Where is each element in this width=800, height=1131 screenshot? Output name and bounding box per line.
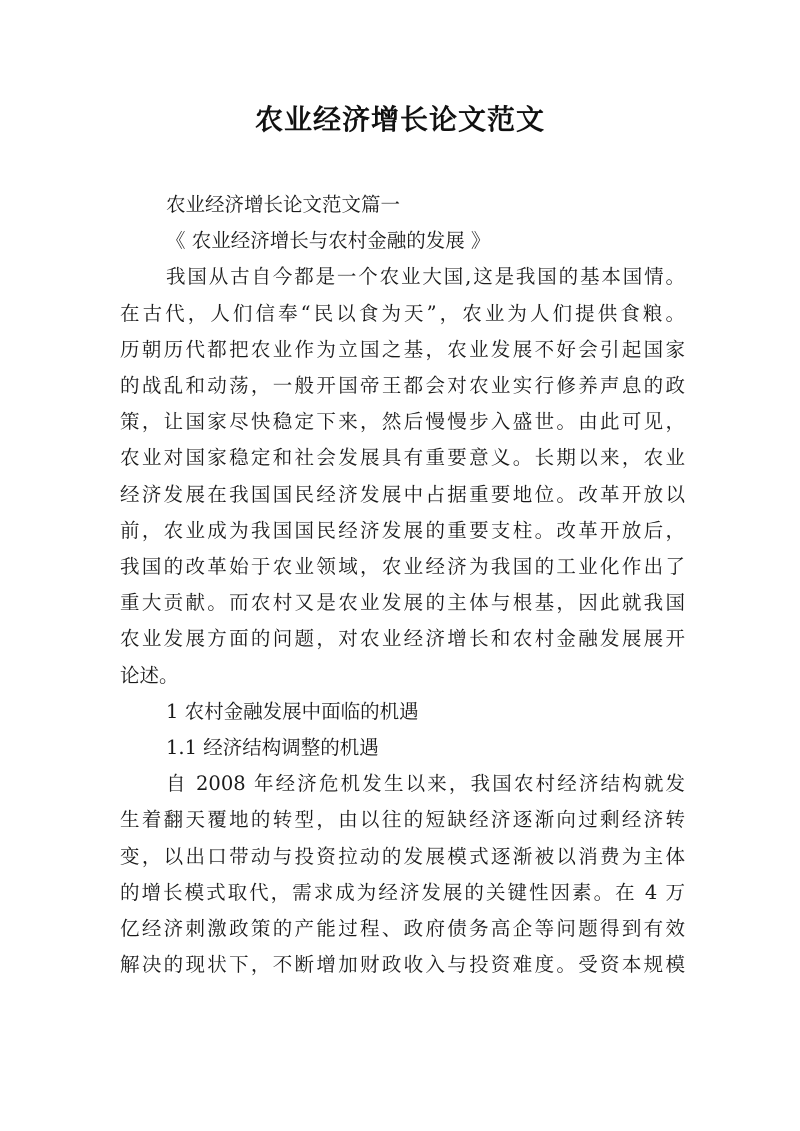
body-line: 历朝历代都把农业作为立国之基，农业发展不好会引起国家 <box>120 337 685 361</box>
document-title: 农业经济增长论文范文 <box>254 103 545 136</box>
body-line: 在古代，人们信奉“民以食为天”，农业为人们提供食粮。 <box>120 301 685 325</box>
body-line: 农业发展方面的问题，对农业经济增长和农村金融发展展开 <box>120 627 685 651</box>
body-line: 变，以出口带动与投资拉动的发展模式逐渐被以消费为主体 <box>120 844 685 868</box>
subsection-heading: 1.1 经济结构调整的机遇 <box>166 736 379 760</box>
body-line: 自 2008 年经济危机发生以来，我国农村经济结构就发 <box>166 772 685 796</box>
body-line: 前，农业成为我国国民经济发展的重要支柱。改革开放后， <box>120 518 685 542</box>
body-line: 的战乱和动荡，一般开国帝王都会对农业实行修养声息的政 <box>120 374 685 398</box>
body-line: 我国从古自今都是一个农业大国,这是我国的基本国情。 <box>166 265 685 289</box>
document-body <box>120 187 685 983</box>
body-line: 亿经济刺激政策的产能过程、政府债务高企等问题得到有效 <box>120 917 685 941</box>
body-line: 农业对国家稳定和社会发展具有重要意义。长期以来，农业 <box>120 446 685 470</box>
body-line: 生着翻天覆地的转型，由以往的短缺经济逐渐向过剩经济转 <box>120 808 685 832</box>
body-line: 策，让国家尽快稳定下来，然后慢慢步入盛世。由此可见， <box>120 410 685 434</box>
body-line: 论述。 <box>120 663 179 687</box>
body-line: 我国的改革始于农业领域，农业经济为我国的工业化作出了 <box>120 555 685 579</box>
section-heading: 1 农村金融发展中面临的机遇 <box>166 699 419 723</box>
body-line: 农业经济增长论文范文篇一 <box>166 193 401 216</box>
body-line: 《 农业经济增长与农村金融的发展 》 <box>166 229 491 253</box>
body-line: 解决的现状下，不断增加财政收入与投资难度。受资本规模 <box>120 953 685 977</box>
body-line: 重大贡献。而农村又是农业发展的主体与根基，因此就我国 <box>120 591 685 615</box>
body-line: 经济发展在我国国民经济发展中占据重要地位。改革开放以 <box>120 482 685 506</box>
body-line: 的增长模式取代，需求成为经济发展的关键性因素。在 4 万 <box>120 880 685 904</box>
